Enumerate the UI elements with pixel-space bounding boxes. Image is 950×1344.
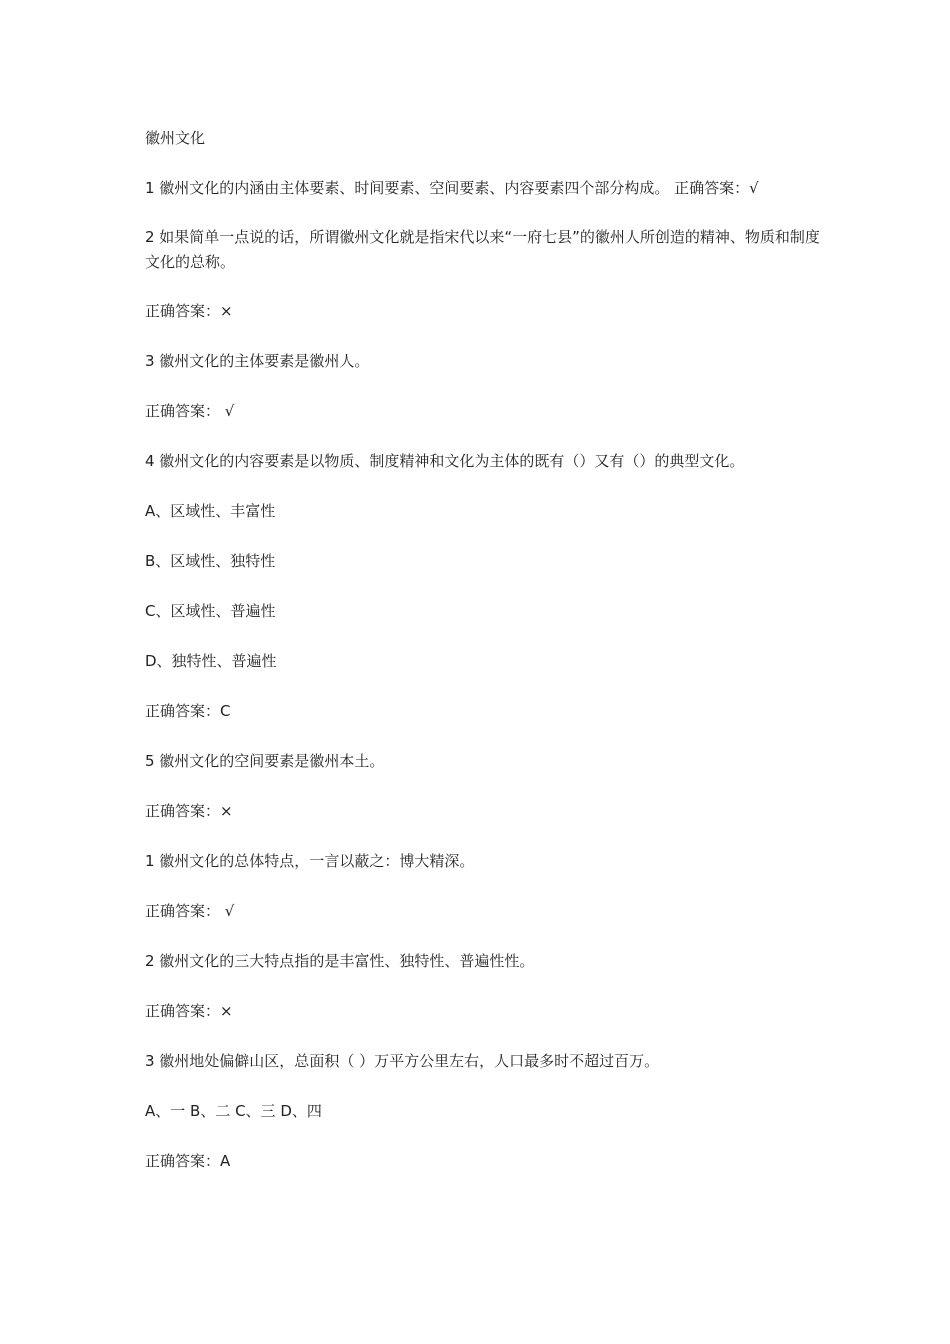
question-3: 3 徽州文化的主体要素是徽州人。 xyxy=(145,352,370,370)
question-4: 4 徽州文化的内容要素是以物质、制度精神和文化为主体的既有（）又有（）的典型文化。 xyxy=(145,452,745,470)
answer-2: 正确答案：× xyxy=(145,302,233,320)
option-d: D、独特性、普遍性 xyxy=(145,652,277,670)
option-b: B、区域性、独特性 xyxy=(145,552,276,570)
option-c: C、区域性、普遍性 xyxy=(145,602,276,620)
option-a: A、区域性、丰富性 xyxy=(145,502,276,520)
section2-question-3: 3 徽州地处偏僻山区，总面积（ ）万平方公里左右，人口最多时不超过百万。 xyxy=(145,1052,660,1070)
section2-options: A、一 B、二 C、三 D、四 xyxy=(145,1102,322,1120)
question-1-with-answer: 1 徽州文化的内涵由主体要素、时间要素、空间要素、内容要素四个部分构成。 正确答案：√ xyxy=(145,179,759,197)
document-title: 徽州文化 xyxy=(145,129,206,147)
answer-4: 正确答案：C xyxy=(145,702,231,720)
section2-question-1: 1 徽州文化的总体特点，一言以蔽之：博大精深。 xyxy=(145,852,475,870)
answer-5: 正确答案：× xyxy=(145,802,233,820)
document-content xyxy=(145,126,825,1199)
answer-3: 正确答案： √ xyxy=(145,402,235,420)
section2-answer-1: 正确答案： √ xyxy=(145,902,235,920)
question-5: 5 徽州文化的空间要素是徽州本土。 xyxy=(145,752,385,770)
section2-answer-3: 正确答案：A xyxy=(145,1152,231,1170)
section2-answer-2: 正确答案：× xyxy=(145,1002,233,1020)
question-2: 2 如果简单一点说的话，所谓徽州文化就是指宋代以来“一府七县”的徽州人所创造的精神、物质和制度文化的总称。 xyxy=(145,228,820,271)
section2-question-2: 2 徽州文化的三大特点指的是丰富性、独特性、普遍性性。 xyxy=(145,952,535,970)
